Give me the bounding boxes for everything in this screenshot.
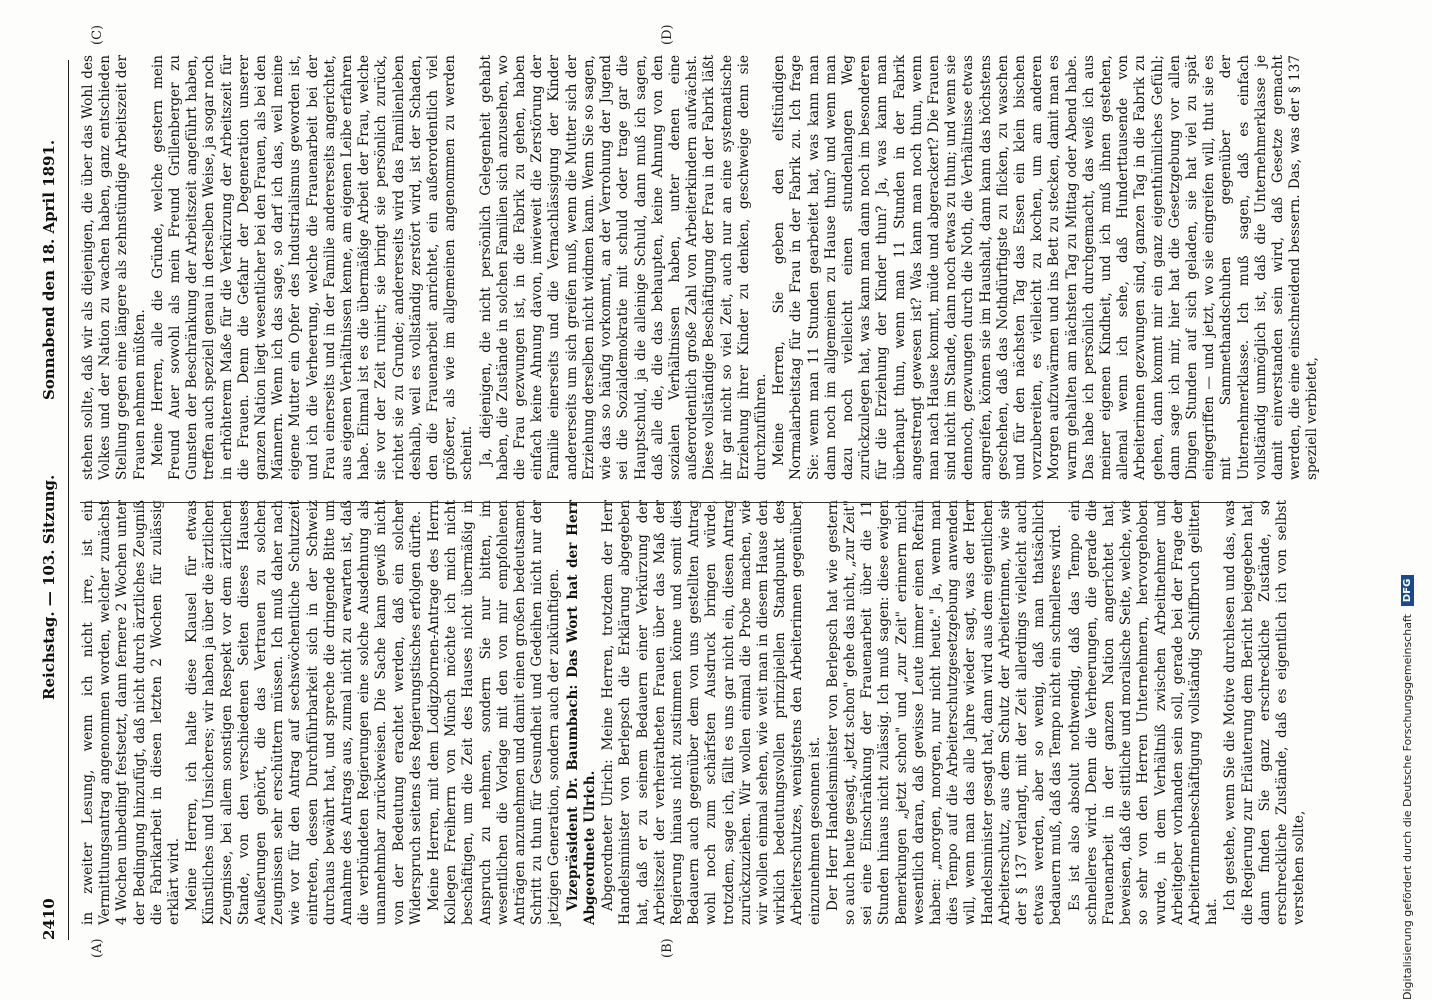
left-text-column (80, 500, 1308, 925)
margin-marker-c: (C) (90, 24, 105, 45)
paragraph: Meine Herren, alle die Gründe, welche gestern mein Freund Auer sowohl als mein Freund Grillenberger zu Gunsten der Beschränkung der Arbeitszeit angeführt haben, treffen auch speziell genau in derselben Weise, ja sogar noch in erhöhterem Maße für die Verkürzung der Arbeitszeit für die Frauen. Denn die Gefahr der Degeneration unserer ganzen Nation liegt wesentlicher bei den Frauen, als bei den Männern. Wenn ich das sage, so darf ich das, weil meine eigene Mutter ein Opfer des Industrialismus geworden ist, und ich die Verheerung, welche die Frauenarbeit bei der Frau einerseits und in der Familie andererseits angerichtet, aus eigenen Verhältnissen kenne, am eigenen Leibe erfahren habe. Einmal ist es die übermäßige Arbeit der Frau, welche sie vor der Zeit ruinirt; sie bringt sie persönlich zurück, richtet sie zu Grunde; andererseits wird das Familienleben deshalb, weil es vollständig zerstört wird, ist der Schaden, den die Frauenarbeit anrichtet, ein außerordentlich viel größerer, als wie im allgemeinen angenommen zu werden scheint. (149, 55, 476, 480)
paragraph: in zweiter Lesung, wenn ich nicht irre, ist ein Vermittlungsantrag angenommen worden, welcher zunächst 4 Wochen unbedingt festsetzt, dann fernere 2 Wochen unter der Bedingung hinzufügt, daß nicht durch ärztliches Zeugniß die Fabrikarbeit in diesen letzten 2 Wochen für zulässig erklärt wird. (80, 500, 183, 925)
speaker-paragraph: Vizepräsident Dr. Baumbach: Das Wort hat der Herr Abgeordnete Ulrich. (564, 500, 598, 925)
paragraph: Ich gestehe, wenn Sie die Motive durchlesen und das, was die Regierung zur Erläuterung dem Bericht beigegeben hat, dann finden Sie ganz erschreckliche Zustände, so erschreckliche Zustände, daß es eigentlich ich von selbst verstehen sollte, (1222, 500, 1308, 925)
margin-marker-b: (B) (660, 938, 675, 958)
credit-text: Digitalisierung gefördert durch die Deutsche Forschungsgemeinschaft (1400, 614, 1414, 1000)
paragraph: stehen sollte, daß wir als diejenigen, die über das Wohl des Volkes und der Nation zu wachen haben, ganz entschieden Stellung gegen eine längere als zehnstündige Arbeitszeit der Frauen nehmen müßten. (80, 55, 148, 480)
paragraph: Abgeordneter Ulrich: Meine Herren, trotzdem der Herr Handelsminister von Berlepsch die Erklärung abgegeben hat, daß er zu seinem Bedauern einer Verkürzung der Arbeitszeit der verheiratheten Frauen über das Maß der Regierung hinaus nicht zustimmen könne und somit dies Bedauern auch gegenüber dem von uns gestellten Antrag wohl noch zum schärfsten Ausdruck bringen würde, trotzdem, sage ich, fällt es uns gar nicht ein, diesen Antrag zurückzuziehen. Wir wollen einmal die Probe machen, wie wir wollen einmal sehen, wie weit man in diesem Hause den wirklich bedeutungsvollen prinzipiellen Standpunkt des Arbeiterschutzes, wenigstens den Arbeiterinnen gegenüber, einzunehmen gesonnen ist. (600, 500, 823, 925)
paragraph: Meine Herren, mit dem Lodigzbornen-Antrage des Herrn Kollegen Freiherrn von Münch möchte ich mich nicht beschäftigen, um die Zeit des Hauses nicht übermäßig in Anspruch zu nehmen, sondern Sie nur bitten, im wesentlichen die Vorlage mit den von mir empfohlenen Anträgen anzunehmen und damit einen großen bedeutsamen Schritt zu thun für Gesundheit und Gedeihen nicht nur der jetzigen Generation, sondern auch der zukünftigen. (426, 500, 563, 925)
paragraph: Meine Herren, ich halte diese Klausel für etwas Künstliches und Unsicheres; wir haben ja über die ärztlichen Zeugnisse, bei allem sonstigen Respekt vor dem ärztlichen Stande, von den verschiedenen Seiten dieses Hauses Aeußerungen gehört, die das Vertrauen zu solchen Zeugnissen sehr erschüttern müssen. Ich muß daher nach wie vor für den Antrag auf sechswöchentliche Schutzzeit eintreten, dessen Durchführbarkeit sich in der Schweiz durchaus bewährt hat, und spreche die dringende Bitte um Annahme des Antrags aus, zumal nicht zu erwarten ist, daß die verbündeten Regierungen eine solche Ausdehnung als unannehmbar zurückweisen. Die Sache kann gewiß nicht von der Bedeutung erachtet werden, daß ein solcher Widerspruch seitens des Regierungstisches erfolgen dürfte. (184, 500, 424, 925)
margin-marker-d: (D) (660, 24, 675, 45)
paragraph: Der Herr Handelsminister von Berlepsch hat wie gestern so auch heute gesagt, „jetzt schon" gehe das nicht, „zur Zeit" sei eine Einschränkung der Frauenarbeit über die 11 Stunden hinaus nicht zulässig. Ich muß sagen: diese ewigen Bemerkungen „jetzt schon" und „zur Zeit" erinnern mich wesentlich daran, daß gewisse Leute immer einen Refrain haben: „morgen, morgen, nur nicht heute." Ja, wenn man dies Tempo auf die Arbeiterschutzgesetzgebung anwenden will, wenn man das alle Jahre wieder sagt, was der Herr Handelsminister gesagt hat, dann wird aus dem eigentlichen Arbeiterschutz, aus dem Schutz der Arbeiterinnen, wie sie der § 137 verlangt, mit der Zeit allerdings vielleicht auch etwas werden, aber so wenig, daß man thatsächlich bedauern muß, daß das Tempo nicht ein schnelleres wird. (824, 500, 1065, 925)
digitization-credit (1396, 60, 1418, 1000)
page-number: 2410 (40, 898, 58, 940)
session-title: Reichstag. — 103. Sitzung. (40, 474, 58, 700)
paragraph: Es ist also absolut nothwendig, daß das Tempo ein schnelleres wird. Denn die Verheerungen, die gerade die Frauenarbeit in der ganzen Nation angerichtet hat, beweisen, daß die sittliche und moralische Seite, welche, wie so sehr von den Herren Unternehmern, hervorgehoben wurde, in dem Verhältniß zwischen Arbeitnehmer und Arbeitgeber vorhanden sein soll, gerade bei der Frage der Arbeiterinnenbeschäftigung vollständig Schiffbruch gelitten hat. (1066, 500, 1221, 925)
margin-marker-a: (A) (90, 938, 105, 958)
paragraph: Meine Herren, Sie geben den elfstündigen Normalarbeitstag für die Frau in der Fabrik zu. Ich frage Sie: wenn man 11 Stunden gearbeitet hat, was kann man dann noch im allgemeinen zu Hause thun? und wenn man dazu noch vielleicht einen stundenlangen Weg zurückzulegen hat, was kann man dann noch im besonderen für die Erziehung der Kinder thun? Ja, was kann man überhaupt thun, wenn man 11 Stunden in der Fabrik angestrengt gewesen ist? Was kann man noch thun, wenn man nach Hause kommt, müde und abgerackert? Die Frauen sind nicht im Stande, dann noch etwas zu thun; und wenn sie dennoch, gezwungen durch die Noth, die Verhältnisse etwas angreifen, können sie im Haushalt, dann kann das höchstens geschehen, daß das Nothdürftigste zu flicken, zu waschen und für den nächsten Tag das Essen ein klein bischen vorzubereiten, es vielleicht zu kochen, um am anderen Morgen aufzuwärmen und ins Bett zu stecken, damit man es warm gehalten am nächsten Tag zu Mittag oder Abend habe. Das habe ich persönlich durchgemacht, das weiß ich aus meiner eigenen Kindheit, und ich muß ihnen gestehen, allemal wenn ich sehe, daß Hunderttausende von Arbeiterinnen gezwungen sind, ganzen Tag in die Fabrik zu gehen, dann kommt mir ein ganz eigenthümliches Gefühl; dann sage ich mir, hier hat die Gesetzgebung vor allen Dingen Stunden auf sich geladen, sie hat viel zu spät eingegriffen — und jetzt, wo sie eingreifen will, thut sie es mit Sammethandschuhen gegenüber der Unternehmerklasse. Ich muß sagen, daß es einfach vollständig unmöglich ist, daß die Unternehmerklasse je damit einverstanden sein wird, daß Gesetze gemacht werden, die eine einschneidend bessern. Das, was der § 137 speziell verbietet, (771, 55, 1321, 480)
dfg-logo: DFG (1401, 575, 1414, 606)
right-text-column (80, 55, 1321, 480)
paragraph: Ja, diejenigen, die nicht persönlich Gelegenheit gehabt haben, die Zustände in solchen Familien sich anzusehen, wo die Frau gezwungen ist, in die Fabrik zu gehen, haben einfach keine Ahnung davon, inwieweit die Zerstörung der Familie einerseits und die Vernachlässigung der Kinder andererseits um sich greifen muß, wenn die Mutter sich der Erziehung derselben nicht widmen kann. Wenn Sie so sagen, wie das so häufig vorkommt, an der Verrohung der Jugend sei die Sozialdemokratie mit schuld oder trage gar die Hauptschuld, ja die alleinige Schuld, dann muß ich sagen, daß alle die, die das behaupten, keine Ahnung von den sozialen Verhältnissen haben, unter denen eine außerordentlich große Zahl von Arbeiterkindern aufwächst. Diese vollständige Beschäftigung der Frau in der Fabrik läßt ihr gar nicht so viel Zeit, auch nur an eine systematische Erziehung ihrer Kinder zu denken, geschweige denn sie durchzuführen. (477, 55, 769, 480)
session-date: Sonnabend den 18. April 1891. (40, 139, 58, 400)
column-divider (80, 502, 1270, 503)
header-rule (68, 60, 69, 940)
